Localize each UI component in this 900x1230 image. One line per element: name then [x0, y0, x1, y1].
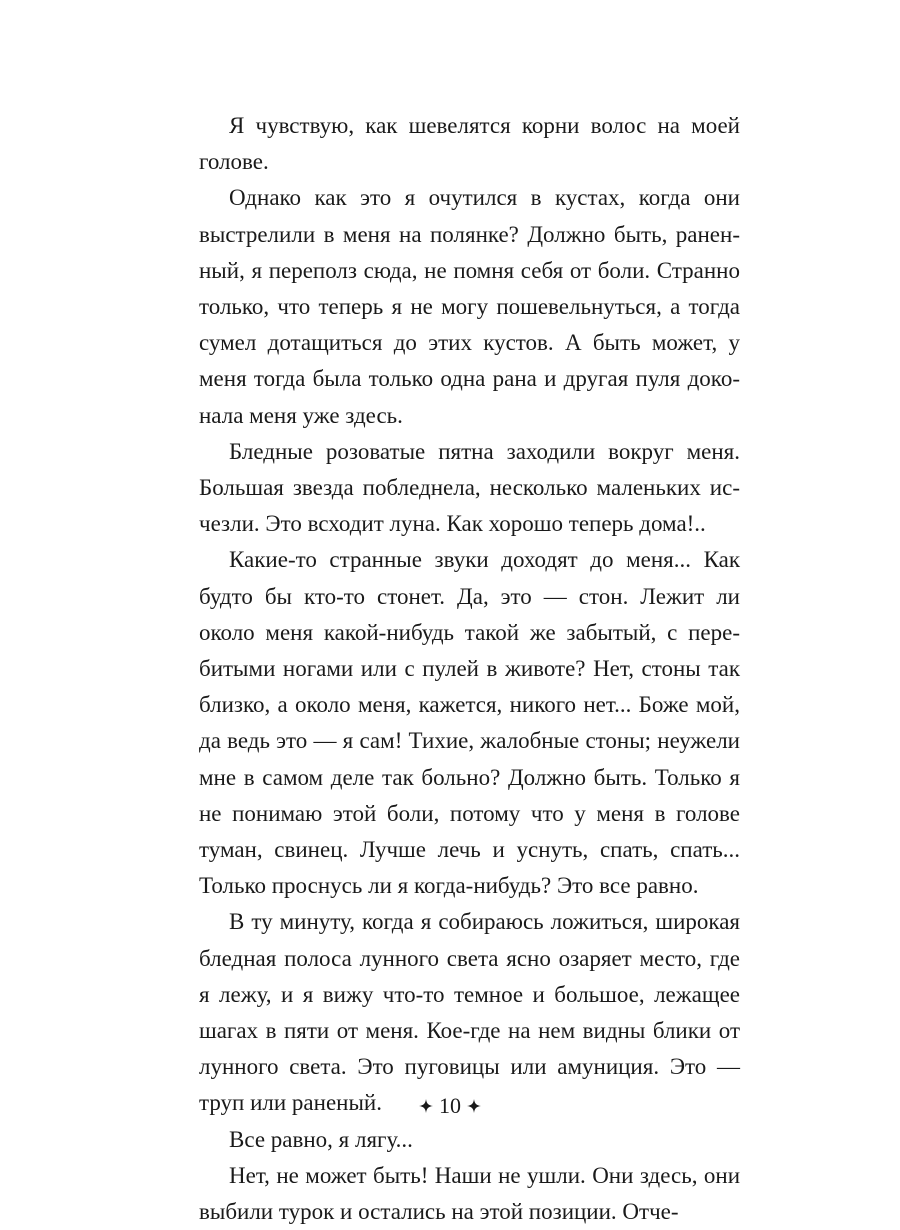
- paragraph: Какие-то странные звуки доходят до меня... Как будто бы кто-то стонет. Да, это — стон. Лежит ли около меня какой-нибудь такой же забытый, с перебитыми ногами или с пулей в животе? Нет, стоны так близко, а около меня, кажется, никого нет... Боже мой, да ведь это — я сам! Тихие, жалобные стоны; неужели мне в самом деле так больно? Должно быть. Только я не понимаю этой боли, потому что у меня в голове туман, свинец. Лучше лечь и уснуть, спать, спать... Только проснусь ли я когда-нибудь? Это все равно.: [199, 547, 740, 899]
- page-folio: [0, 1092, 900, 1120]
- page-number: 10: [439, 1093, 461, 1118]
- body-text: [199, 108, 740, 1230]
- paragraph: Все равно, я лягу...: [229, 1126, 413, 1152]
- paragraph: Нет, не может быть! Наши не ушли. Они здесь, они выбили турок и остались на этой позиции. Отче-: [199, 1162, 740, 1225]
- paragraph: Бледные розоватые пятна заходили вокруг меня. Большая звезда побледнела, несколько маленьких исчезли. Это всходит луна. Как хорошо теперь дома!..: [199, 438, 740, 537]
- paragraph: Я чувствую, как шевелятся корни волос на моей голове.: [199, 113, 740, 175]
- four-point-star-icon: [467, 1099, 481, 1113]
- paragraph: Однако как это я очутился в кустах, когда они выстрелили в меня на полянке? Должно быть, раненный, я переполз сюда, не помня себя от боли. Странно только, что теперь я не могу пошевельнуться, а тогда сумел дотащиться до этих кустов. А быть может, у меня тогда была только одна рана и другая пуля доконала меня уже здесь.: [199, 185, 740, 428]
- paragraph: В ту минуту, когда я собираюсь ложиться, широкая бледная полоса лунного света ясно озаряет место, где я лежу, и я вижу что-то темное и большое, лежащее шагах в пяти от меня. Кое-где на нем видны блики от лунного света. Это пуговицы или амуниция. Это — труп или раненый.: [199, 909, 740, 1116]
- four-point-star-icon: [419, 1099, 433, 1113]
